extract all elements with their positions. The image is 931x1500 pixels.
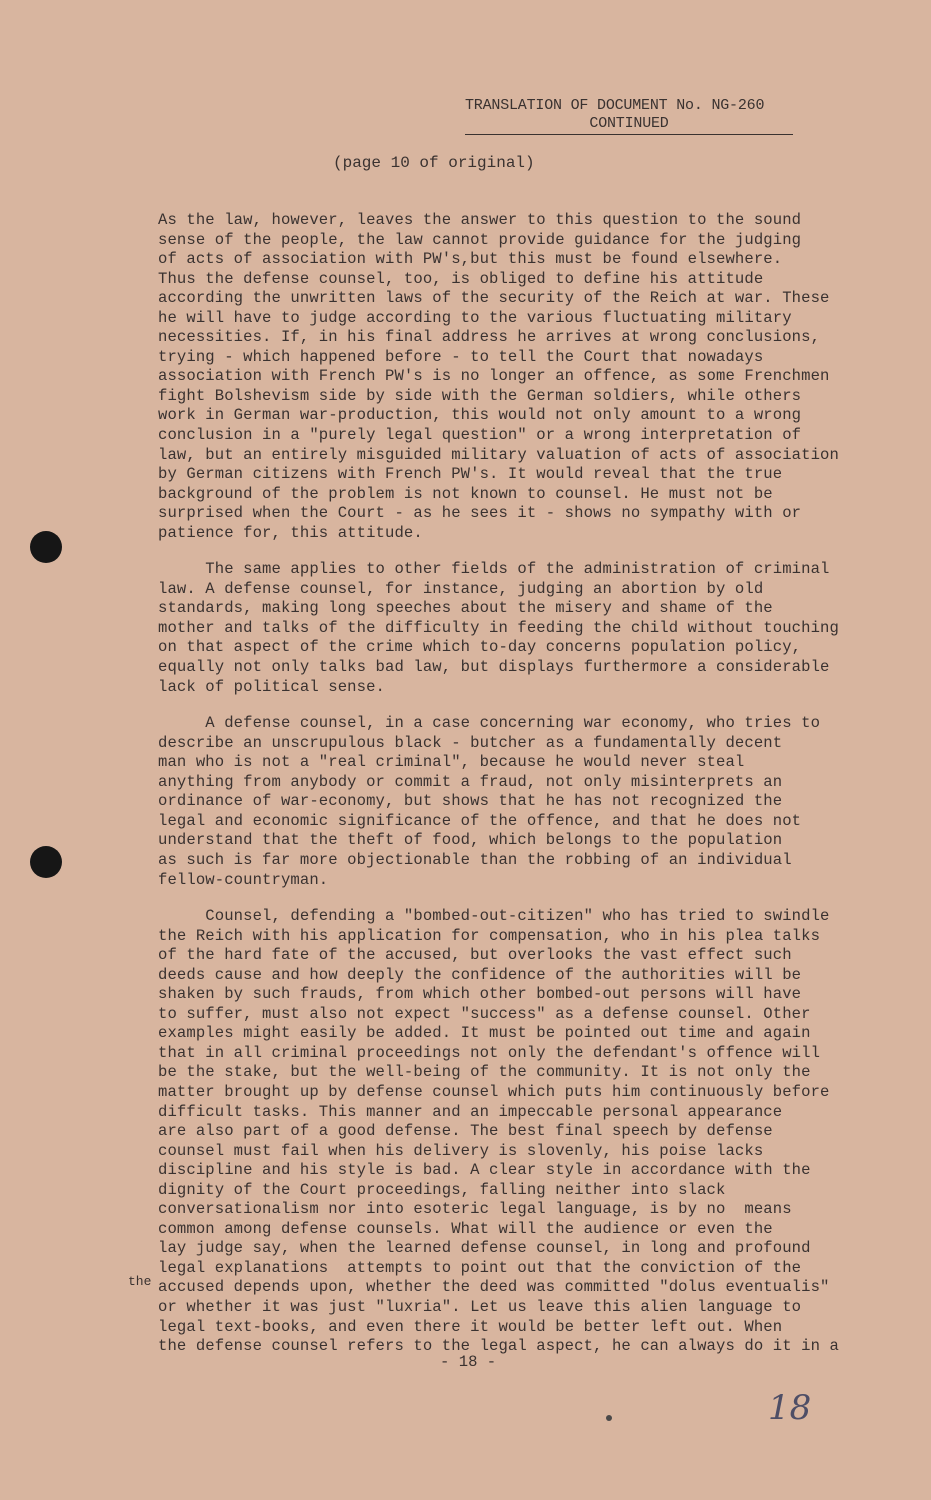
- text-line: understand that the theft of food, which belongs to the population: [158, 831, 783, 850]
- text-line: surprised when the Court - as he sees it - shows no sympathy with or: [158, 504, 802, 523]
- text-line: examples might easily be added. It must be pointed out time and again: [158, 1024, 811, 1043]
- text-line: standards, making long speeches about the misery and shame of the: [158, 599, 773, 618]
- ink-dot: [606, 1415, 612, 1421]
- text-line: of the hard fate of the accused, but overlooks the vast effect such: [158, 946, 792, 965]
- header-title: TRANSLATION OF DOCUMENT No. NG-260: [465, 97, 765, 114]
- text-line: that in all criminal proceedings not only the defendant's offence will: [158, 1043, 821, 1062]
- text-line: by German citizens with French PW's. It would reveal that the true: [158, 465, 783, 484]
- text-line: law, but an entirely misguided military valuation of acts of association: [158, 445, 839, 464]
- text-line: legal text-books, and even there it would be better left out. When: [158, 1317, 783, 1336]
- text-line: be the stake, but the well-being of the community. It is not only the: [158, 1063, 811, 1082]
- text-line: are also part of a good defense. The best final speech by defense: [158, 1122, 773, 1141]
- paragraph: [158, 211, 858, 543]
- text-line: law. A defense counsel, for instance, judging an abortion by old: [158, 579, 764, 598]
- text-line: the Reich with his application for compensation, who in his plea talks: [158, 926, 821, 945]
- text-line: background of the problem is not known to counsel. He must not be: [158, 484, 773, 503]
- header-subtitle: CONTINUED: [589, 115, 669, 132]
- text-line: necessities. If, in his final address he arrives at wrong conclusions,: [158, 328, 821, 347]
- text-line: Thus the defense counsel, too, is obliged to define his attitude: [158, 269, 764, 288]
- text-line: trying - which happened before - to tell the Court that nowadays: [158, 347, 764, 366]
- text-line: conclusion in a "purely legal question" or a wrong interpretation of: [158, 426, 802, 445]
- text-line: A defense counsel, in a case concerning war economy, who tries to: [158, 714, 821, 733]
- text-line: Counsel, defending a "bombed-out-citizen" who has tried to swindle: [158, 907, 830, 926]
- text-line: describe an unscrupulous black - butcher as a fundamentally decent: [158, 733, 783, 752]
- text-line: work in German war-production, this would not only amount to a wrong: [158, 406, 802, 425]
- text-line: he will have to judge according to the various fluctuating military: [158, 308, 792, 327]
- text-line: of acts of association with PW's,but this must be found elsewhere.: [158, 250, 783, 269]
- document-header: [465, 97, 793, 135]
- punch-hole-bottom: [30, 846, 62, 878]
- text-line: difficult tasks. This manner and an impeccable personal appearance: [158, 1102, 783, 1121]
- text-line: fight Bolshevism side by side with the German soldiers, while others: [158, 386, 802, 405]
- text-line: association with French PW's is no longer an offence, as some Frenchmen: [158, 367, 830, 386]
- text-line: matter brought up by defense counsel which puts him continuously before: [158, 1082, 830, 1101]
- text-line: on that aspect of the crime which to-day concerns population policy,: [158, 638, 802, 657]
- text-line: as such is far more objectionable than the robbing of an individual: [158, 850, 792, 869]
- text-line: fellow-countryman.: [158, 870, 329, 889]
- text-line: shaken by such frauds, from which other bombed-out persons will have: [158, 985, 802, 1004]
- text-line: counsel must fail when his delivery is slovenly, his poise lacks: [158, 1141, 764, 1160]
- document-body: [158, 211, 858, 1374]
- original-page-reference: (page 10 of original): [333, 154, 535, 172]
- text-line: lay judge say, when the learned defense counsel, in long and profound: [158, 1239, 811, 1258]
- text-line: As the law, however, leaves the answer to this question to the sound: [158, 211, 802, 229]
- text-line: conversationalism nor into esoteric legal language, is by no means: [158, 1200, 792, 1219]
- text-line: mother and talks of the difficulty in feeding the child without touching: [158, 618, 839, 637]
- text-line: ordinance of war-economy, but shows that he has not recognized the: [158, 792, 783, 811]
- header-rule: [465, 134, 793, 135]
- text-line: legal and economic significance of the offence, and that he does not: [158, 811, 802, 830]
- text-line: man who is not a "real criminal", because he would never steal: [158, 753, 745, 772]
- paragraph: [158, 560, 858, 697]
- handwritten-page-number: 18: [768, 1388, 812, 1428]
- paragraph: [158, 907, 858, 1357]
- text-line: or whether it was just "luxria". Let us leave this alien language to: [158, 1297, 802, 1316]
- margin-note: the: [128, 1274, 152, 1289]
- text-line: to suffer, must also not expect "success" as a defense counsel. Other: [158, 1004, 811, 1023]
- text-line: anything from anybody or commit a fraud, not only misinterprets an: [158, 772, 783, 791]
- text-line: patience for, this attitude.: [158, 523, 423, 542]
- text-line: lack of political sense.: [158, 677, 385, 696]
- page-footer: - 18 -: [440, 1353, 497, 1371]
- punch-hole-top: [30, 531, 62, 563]
- text-line: common among defense counsels. What will the audience or even the: [158, 1219, 773, 1238]
- text-line: dignity of the Court proceedings, falling neither into slack: [158, 1180, 726, 1199]
- text-line: The same applies to other fields of the administration of criminal: [158, 560, 830, 579]
- text-line: accused depends upon, whether the deed was committed "dolus eventualis": [158, 1278, 830, 1297]
- text-line: sense of the people, the law cannot provide guidance for the judging: [158, 230, 802, 249]
- text-line: equally not only talks bad law, but displays furthermore a considerable: [158, 658, 830, 677]
- paragraph: [158, 714, 858, 890]
- text-line: according the unwritten laws of the security of the Reich at war. These: [158, 289, 830, 308]
- text-line: deeds cause and how deeply the confidence of the authorities will be: [158, 965, 802, 984]
- text-line: the defense counsel refers to the legal aspect, he can always do it in a: [158, 1337, 839, 1356]
- text-line: legal explanations attempts to point out that the conviction of the: [158, 1258, 802, 1277]
- text-line: discipline and his style is bad. A clear style in accordance with the: [158, 1161, 811, 1180]
